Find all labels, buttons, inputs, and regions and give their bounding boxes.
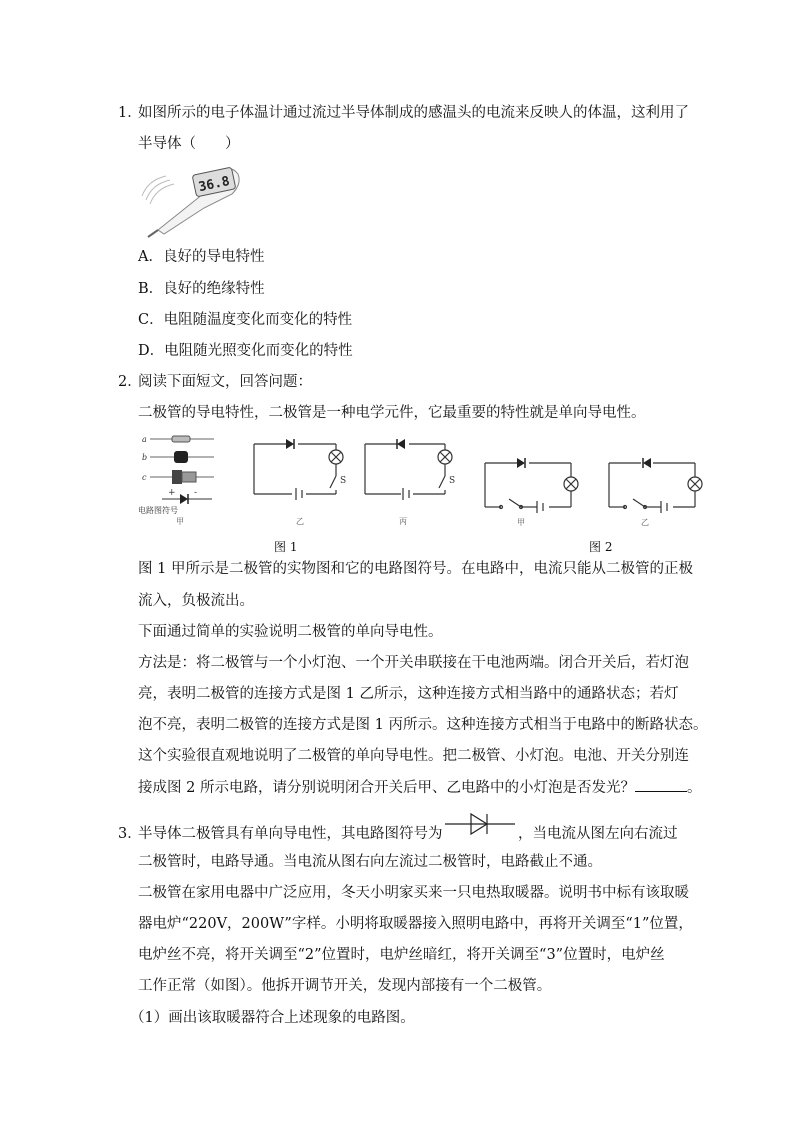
q3-number: 3． (118, 826, 142, 842)
fig1-yi-label: 乙 (296, 517, 304, 526)
q3-line2: 二极管时，电路导通。当电流从图右向左流过二极管时，电路截止不通。 (138, 854, 602, 870)
q1-number: 1． (118, 105, 142, 121)
fig2-caption: 图 2 (589, 540, 613, 554)
q3-p2-line2: 器电炉“220V，200W”字样。小明将取暖器接入照明电路中，再将开关调至“1”位置， (138, 916, 693, 932)
q3-p2-line1: 二极管在家用电器中广泛应用，冬天小明家买来一只电热取暖器。说明书中标有该取暖 (138, 885, 689, 901)
q2-number: 2． (118, 374, 142, 390)
q2-p2-line2: 流入，负极流出。 (138, 593, 254, 609)
fig1-label-a: a (142, 435, 147, 444)
fig1-jia-diode-photos (138, 433, 222, 527)
q2-p4-line4: 这个实验很直观地说明了二极管的单向导电性。把二极管、小灯泡。电池、开关分别连 (138, 748, 689, 764)
q2-answer-blank[interactable] (635, 777, 687, 792)
q1-option-b: B．良好的绝缘特性 (138, 281, 265, 297)
fig2-yi-label: 乙 (641, 518, 649, 527)
q1-stem-line2: 半导体（ ） (138, 136, 240, 152)
fig1-label-b: b (142, 453, 148, 462)
q2-p2-line1: 图 1 甲所示是二极管的实物图和它的电路图符号。在电路中，电流只能从二极管的正极 (138, 561, 693, 577)
q1-option-c: C．电阻随温度变化而变化的特性 (138, 312, 353, 328)
q3-line1-a: 半导体二极管具有单向导电性，其电路图符号为 (138, 826, 443, 842)
q1-option-d: D．电阻随光照变化而变化的特性 (138, 343, 353, 359)
fig1-symbol-caption: 电路图符号 (138, 506, 178, 515)
fig1-bing-switch-s: S (449, 476, 456, 486)
q2-paragraph-1: 二极管的导电特性，二极管是一种电学元件，它最重要的特性就是单向导电性。 (138, 405, 646, 421)
q3-sub1: （1）画出该取暖器符合上述现象的电路图。 (130, 1010, 415, 1026)
q2-p4-line1: 方法是：将二极管与一个小灯泡、一个开关串联接在干电池两端。闭合开关后，若灯泡 (138, 655, 689, 671)
fig1-caption: 图 1 (274, 540, 298, 554)
q3-p2-line3: 电炉丝不亮，将开关调至“2”位置时，电炉丝暗红，将开关调至“3”位置时，电炉丝 (138, 947, 665, 963)
q3-line1-b: ，当电流从图左向右流过 (518, 826, 678, 842)
q1-stem-line1: 如图所示的电子体温计通过流过半导体制成的感温头的电流来反映人的体温，这利用了 (138, 105, 689, 121)
fig2-yi-circuit (607, 455, 717, 527)
fig2-jia-label: 甲 (517, 518, 525, 527)
q3-p2-line4: 工作正常（如图）。他拆开调节开关，发现内部接有一个二极管。 (138, 978, 552, 994)
thermometer-image (138, 166, 244, 238)
thermometer-reading: 36.8 (197, 173, 232, 196)
fig1-yi-circuit (252, 438, 348, 528)
fig1-label-c: c (142, 473, 147, 482)
q2-p4-line3: 泡不亮，表明二极管的连接方式是图 1 丙所示。这种连接方式相当于电路中的断路状态。 (138, 717, 708, 733)
q1-option-a: A．良好的导电特性 (138, 249, 265, 265)
fig1-bing-label: 丙 (399, 517, 407, 526)
q2-intro: 阅读下面短文，回答问题： (138, 374, 312, 390)
fig1-jia-label: 甲 (176, 517, 184, 526)
q2-p4-end: 。 (686, 780, 702, 796)
fig1-minus: - (194, 488, 198, 498)
q2-p4-line5-wrap (138, 777, 701, 798)
diode-symbol-icon (443, 810, 517, 840)
fig2-jia-circuit (483, 455, 593, 527)
q2-p4-line2: 亮，表明二极管的连接方式是图 1 乙所示，这种连接方式相当路中的通路状态；若灯 (138, 686, 679, 702)
q2-p4-line5: 接成图 2 所示电路，请分别说明闭合开关后甲、乙电路中的小灯泡是否发光？ (138, 780, 635, 796)
fig1-yi-switch-s: S (340, 476, 347, 486)
fig1-plus: + (168, 488, 176, 498)
q2-p3: 下面通过简单的实验说明二极管的单向导电性。 (138, 624, 443, 640)
fig1-bing-circuit (363, 438, 459, 528)
